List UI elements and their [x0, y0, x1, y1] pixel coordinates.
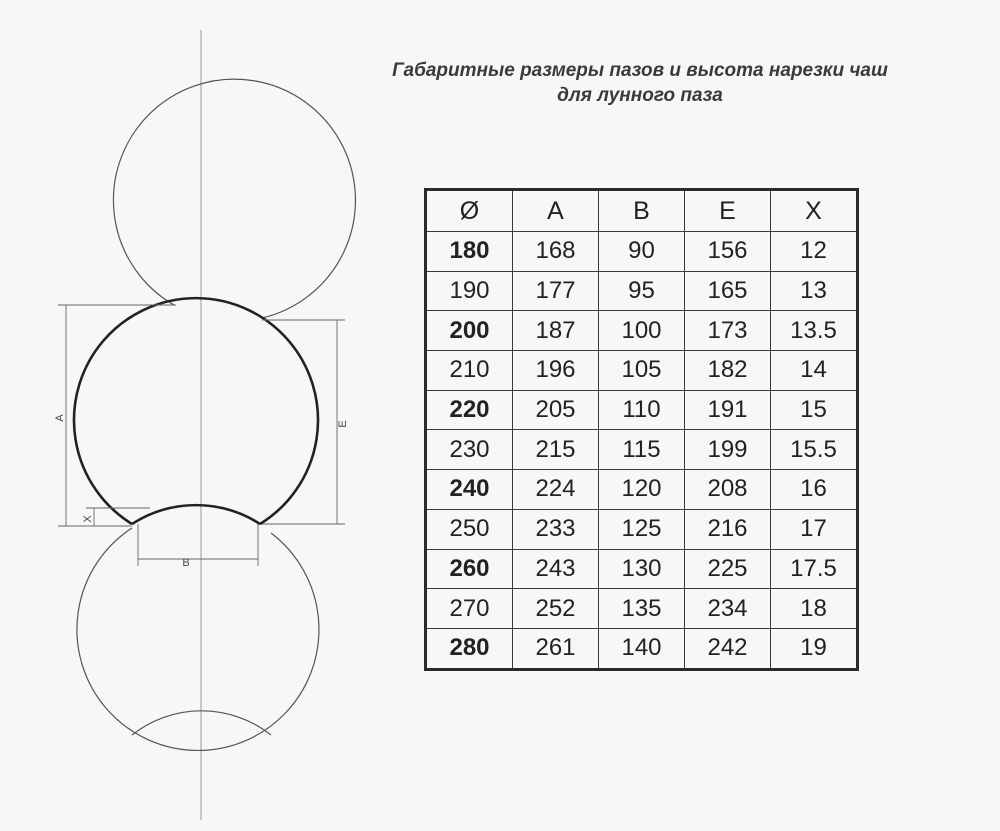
table-row [426, 232, 858, 272]
cell-diameter: 180 [426, 232, 513, 272]
cell-b: 100 [599, 311, 685, 351]
table-row [426, 390, 858, 430]
table-row [426, 549, 858, 589]
cell-b: 105 [599, 351, 685, 391]
middle-circle-outline [74, 298, 318, 524]
cell-a: 261 [513, 628, 599, 669]
middle-cut-arc [132, 505, 260, 524]
cell-a: 196 [513, 351, 599, 391]
cell-a: 243 [513, 549, 599, 589]
cell-a: 224 [513, 470, 599, 510]
cell-diameter: 220 [426, 390, 513, 430]
cell-x: 15 [771, 390, 858, 430]
table-row [426, 271, 858, 311]
cell-diameter: 210 [426, 351, 513, 391]
header-x: X [771, 190, 858, 232]
header-e: E [685, 190, 771, 232]
cell-diameter: 260 [426, 549, 513, 589]
cell-e: 165 [685, 271, 771, 311]
title-line-1: Габаритные размеры пазов и высота нарезки чаш [392, 60, 888, 81]
cell-e: 173 [685, 311, 771, 351]
top-circle-outline [113, 79, 355, 318]
cell-e: 156 [685, 232, 771, 272]
cell-x: 17 [771, 509, 858, 549]
dim-a-label: A [54, 414, 66, 422]
cell-b: 130 [599, 549, 685, 589]
cell-a: 215 [513, 430, 599, 470]
cell-e: 216 [685, 509, 771, 549]
cell-diameter: 270 [426, 589, 513, 629]
table-header-row [426, 190, 858, 232]
cell-e: 199 [685, 430, 771, 470]
cell-b: 125 [599, 509, 685, 549]
cell-a: 168 [513, 232, 599, 272]
cell-b: 140 [599, 628, 685, 669]
table-row [426, 351, 858, 391]
page-title [300, 58, 980, 108]
cell-x: 17.5 [771, 549, 858, 589]
cell-b: 95 [599, 271, 685, 311]
title-line-2: для лунного паза [557, 85, 723, 106]
cell-e: 182 [685, 351, 771, 391]
cell-b: 135 [599, 589, 685, 629]
cell-diameter: 240 [426, 470, 513, 510]
cell-x: 13 [771, 271, 858, 311]
table-row [426, 430, 858, 470]
table-row [426, 589, 858, 629]
table-row [426, 628, 858, 669]
cell-x: 14 [771, 351, 858, 391]
cell-b: 120 [599, 470, 685, 510]
dim-x-label: X [82, 515, 94, 523]
bottom-circle-outline [77, 528, 319, 750]
header-a: A [513, 190, 599, 232]
cell-e: 242 [685, 628, 771, 669]
cell-diameter: 190 [426, 271, 513, 311]
table-row [426, 311, 858, 351]
cell-x: 13.5 [771, 311, 858, 351]
cell-diameter: 200 [426, 311, 513, 351]
cell-a: 187 [513, 311, 599, 351]
dim-e-label: E [337, 420, 349, 428]
cell-e: 208 [685, 470, 771, 510]
dimensions-table [424, 188, 859, 671]
cell-x: 16 [771, 470, 858, 510]
cell-x: 19 [771, 628, 858, 669]
header-diameter: Ø [426, 190, 513, 232]
cell-b: 90 [599, 232, 685, 272]
cell-b: 115 [599, 430, 685, 470]
cell-a: 252 [513, 589, 599, 629]
table-body [426, 232, 858, 670]
cell-diameter: 250 [426, 509, 513, 549]
table-row [426, 509, 858, 549]
header-b: B [599, 190, 685, 232]
cell-diameter: 230 [426, 430, 513, 470]
cell-e: 191 [685, 390, 771, 430]
table-row [426, 470, 858, 510]
cell-a: 205 [513, 390, 599, 430]
cell-e: 225 [685, 549, 771, 589]
cell-b: 110 [599, 390, 685, 430]
dim-b-label: B [182, 557, 190, 569]
cell-x: 18 [771, 589, 858, 629]
cell-e: 234 [685, 589, 771, 629]
cell-a: 233 [513, 509, 599, 549]
cell-diameter: 280 [426, 628, 513, 669]
cell-a: 177 [513, 271, 599, 311]
cell-x: 12 [771, 232, 858, 272]
cell-x: 15.5 [771, 430, 858, 470]
